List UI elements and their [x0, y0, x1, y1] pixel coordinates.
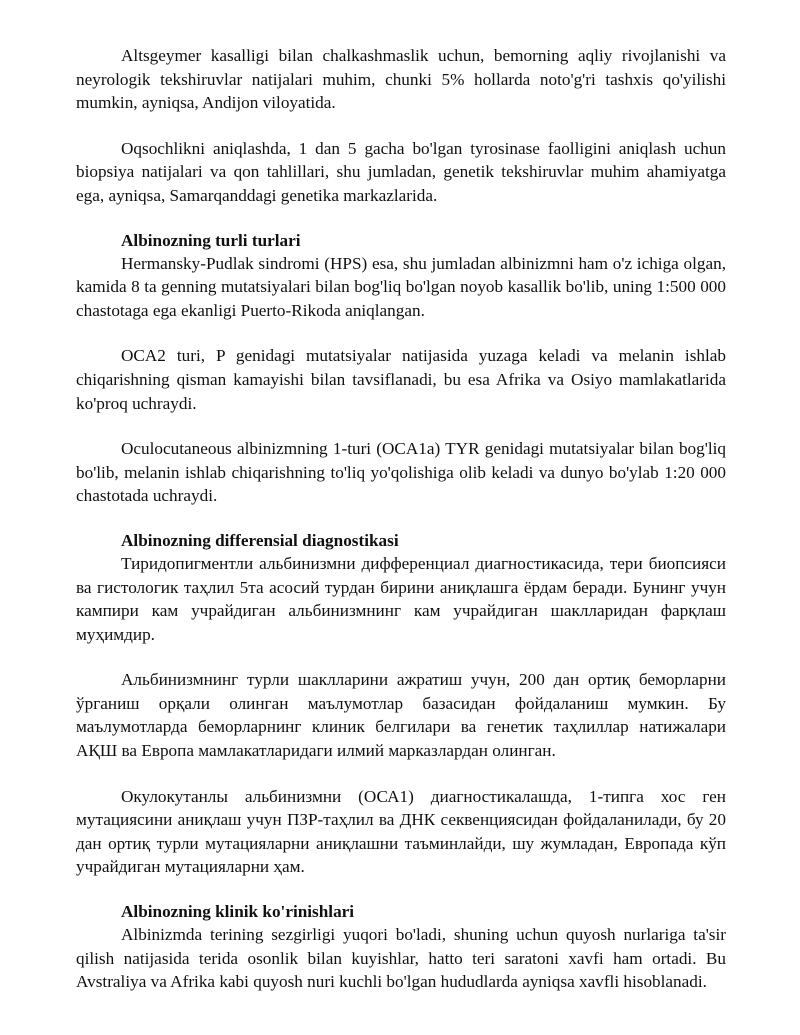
paragraph-cyrillic-database: Альбинизмнинг турли шаклларини ажратиш учун, 200 дан ортиқ беморларни ўрганиш орқали олинган маълумотлар базасидан фойдаланиш мумкин. Бу маълумотларда беморларнинг клиник белгилари ва генетик таҳлиллар натижалари АҚШ ва Европа мамлакатларидаги илмий марказлардан олинган. — [76, 670, 726, 761]
paragraph-skin-sensitivity: Albinizmda terining sezgirligi yuqori bo'ladi, shuning uchun quyosh nurlariga ta'sir qilish natijasida terida osonlik bilan kuyishlar, hatto teri saratoni xavfi ham ortadi. Bu Avstraliya va Afrika kabi quyosh nuri kuchli bo'lgan hududlarda ayniqsa xavfli hisoblanadi. — [76, 925, 726, 992]
heading-albinism-types: Albinozning turli turlari — [121, 230, 301, 250]
paragraph-hps: Hermansky-Pudlak sindromi (HPS) esa, shu jumladan albinizmni ham o'z ichiga olgan, kamida 8 ta genning mutatsiyalari bilan bog'liq bo'lgan noyob kasallik bo'lib, uning 1:500 000 chastotaga ega ekanligi Puerto-Rikoda aniqlangan. — [76, 253, 726, 320]
paragraph-oca1a: Oculocutaneous albinizmning 1-turi (OCA1a) TYR genidagi mutatsiyalar bilan bog'liq bo'lib, melanin ishlab chiqarishning to'liq yo'qolishiga olib keladi va dunyo bo'ylab 1:20 000 chastotada uchraydi. — [76, 439, 726, 506]
heading-clinical-signs: Albinozning klinik ko'rinishlari — [121, 902, 355, 922]
document-page — [76, 44, 726, 994]
paragraph-alzheimer: Altsgeymer kasalligi bilan chalkashmaslik uchun, bemorning aqliy rivojlanishi va neyrologik tekshiruvlar natijalari muhim, chunki 5% hollarda noto'g'ri tashxis qo'yilishi mumkin, ayniqsa, Andijon viloyatida. — [76, 46, 726, 113]
paragraph-tyrosinase: Oqsochlikni aniqlashda, 1 dan 5 gacha bo'lgan tyrosinase faolligini aniqlash uchun biopsiya natijalari va qon tahlillari, shu jumladan, genetik tekshiruvlar muhim ahamiyatga ega, ayniqsa, Samarqanddagi genetika markazlarida. — [76, 138, 726, 205]
paragraph-cyrillic-biopsy: Тиридопигментли альбинизмни дифференциал диагностикасида, тери биопсияси ва гистологик таҳлил 5та асосий турдан бирини аниқлашга ёрдам беради. Бунинг учун кампири кам учрайдиган альбинизмнинг кам учрайдиган шаклларидан фарқлаш муҳимдир. — [76, 553, 726, 644]
paragraph-cyrillic-pcr: Окулокутанлы альбинизмни (ОСА1) диагностикалашда, 1-типга хос ген мутациясини аниқлаш учун ПЗР-таҳлил ва ДНК секвенциясидан фойдаланилади, бу 20 дан ортиқ турли мутацияларни аниқлашни таъминлайди, шу жумладан, Европада кўп учрайдиган мутацияларни ҳам. — [76, 786, 726, 877]
heading-differential-diagnosis: Albinozning differensial diagnostikasi — [121, 530, 399, 550]
paragraph-oca2: OCA2 turi, P genidagi mutatsiyalar natijasida yuzaga keladi va melanin ishlab chiqarishning qisman kamayishi bilan tavsiflanadi, bu esa Afrika va Osiyo mamlakatlarida ko'proq uchraydi. — [76, 346, 726, 413]
